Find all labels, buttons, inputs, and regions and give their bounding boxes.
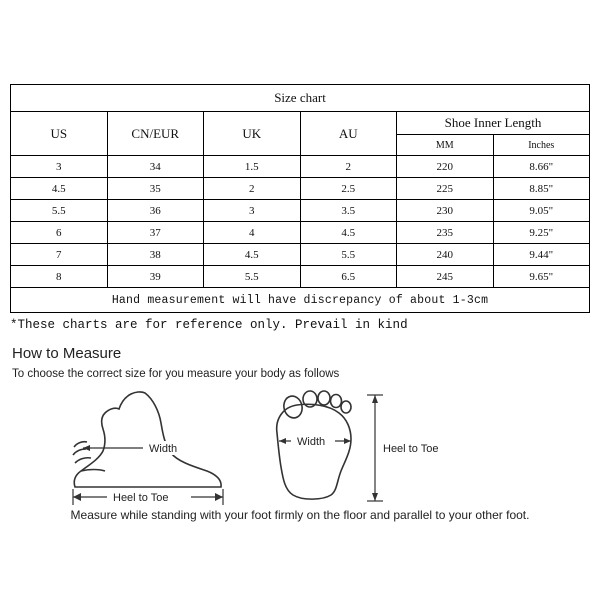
top-view-width-label: Width	[297, 436, 326, 448]
table-row	[11, 244, 590, 266]
discrepancy-note-row	[11, 288, 590, 313]
cell-mm: 240	[397, 244, 494, 266]
cell-uk: 2	[204, 178, 301, 200]
cell-cneur: 37	[107, 222, 204, 244]
cell-us: 3	[11, 156, 108, 178]
cell-inches: 8.85"	[493, 178, 590, 200]
cell-uk: 1.5	[204, 156, 301, 178]
top-view-length-arrow	[367, 395, 438, 501]
cell-uk: 4.5	[204, 244, 301, 266]
cell-inches: 9.65"	[493, 266, 590, 288]
reference-only-note: *These charts are for reference only. Prevail in kind	[10, 318, 408, 332]
cell-cneur: 34	[107, 156, 204, 178]
header-inches: Inches	[493, 135, 590, 156]
cell-mm: 230	[397, 200, 494, 222]
size-chart-container	[10, 84, 590, 313]
how-to-measure-heading: How to Measure	[12, 345, 122, 362]
size-chart-table	[10, 84, 590, 313]
table-row	[11, 266, 590, 288]
cell-cneur: 36	[107, 200, 204, 222]
header-mm: MM	[397, 135, 494, 156]
cell-us: 8	[11, 266, 108, 288]
cell-au: 6.5	[300, 266, 397, 288]
cell-cneur: 38	[107, 244, 204, 266]
side-view-width-label: Width	[149, 443, 178, 455]
measurement-diagram	[45, 385, 555, 515]
header-au: AU	[300, 112, 397, 156]
cell-inches: 9.05"	[493, 200, 590, 222]
side-view-width-arrow	[83, 441, 187, 455]
cell-inches: 9.25"	[493, 222, 590, 244]
table-row	[11, 178, 590, 200]
how-to-measure-subheading: To choose the correct size for you measure your body as follows	[12, 368, 340, 380]
cell-us: 5.5	[11, 200, 108, 222]
cell-us: 7	[11, 244, 108, 266]
size-chart-title: Size chart	[11, 85, 590, 112]
cell-au: 5.5	[300, 244, 397, 266]
cell-inches: 8.66"	[493, 156, 590, 178]
cell-inches: 9.44"	[493, 244, 590, 266]
table-row	[11, 156, 590, 178]
cell-us: 6	[11, 222, 108, 244]
cell-uk: 5.5	[204, 266, 301, 288]
side-view-length-arrow	[73, 489, 223, 505]
cell-uk: 3	[204, 200, 301, 222]
side-view-foot-icon	[73, 392, 221, 487]
table-title-row	[11, 85, 590, 112]
cell-mm: 220	[397, 156, 494, 178]
cell-mm: 235	[397, 222, 494, 244]
top-view-width-arrow	[279, 434, 351, 448]
header-uk: UK	[204, 112, 301, 156]
foot-diagram-svg	[45, 385, 555, 515]
cell-mm: 225	[397, 178, 494, 200]
header-shoe-inner-length: Shoe Inner Length	[397, 112, 590, 135]
table-row	[11, 200, 590, 222]
cell-uk: 4	[204, 222, 301, 244]
discrepancy-note: Hand measurement will have discrepancy of about 1-3cm	[11, 288, 590, 313]
table-row	[11, 222, 590, 244]
cell-au: 2	[300, 156, 397, 178]
cell-us: 4.5	[11, 178, 108, 200]
side-view-length-label: Heel to Toe	[113, 492, 169, 504]
cell-cneur: 39	[107, 266, 204, 288]
header-cneur: CN/EUR	[107, 112, 204, 156]
cell-au: 2.5	[300, 178, 397, 200]
measurement-footer-note: Measure while standing with your foot firmly on the floor and parallel to your other foot.	[70, 508, 530, 522]
cell-mm: 245	[397, 266, 494, 288]
cell-au: 4.5	[300, 222, 397, 244]
top-view-length-label: Heel to Toe	[383, 443, 439, 455]
cell-cneur: 35	[107, 178, 204, 200]
cell-au: 3.5	[300, 200, 397, 222]
header-us: US	[11, 112, 108, 156]
table-header-row	[11, 112, 590, 135]
